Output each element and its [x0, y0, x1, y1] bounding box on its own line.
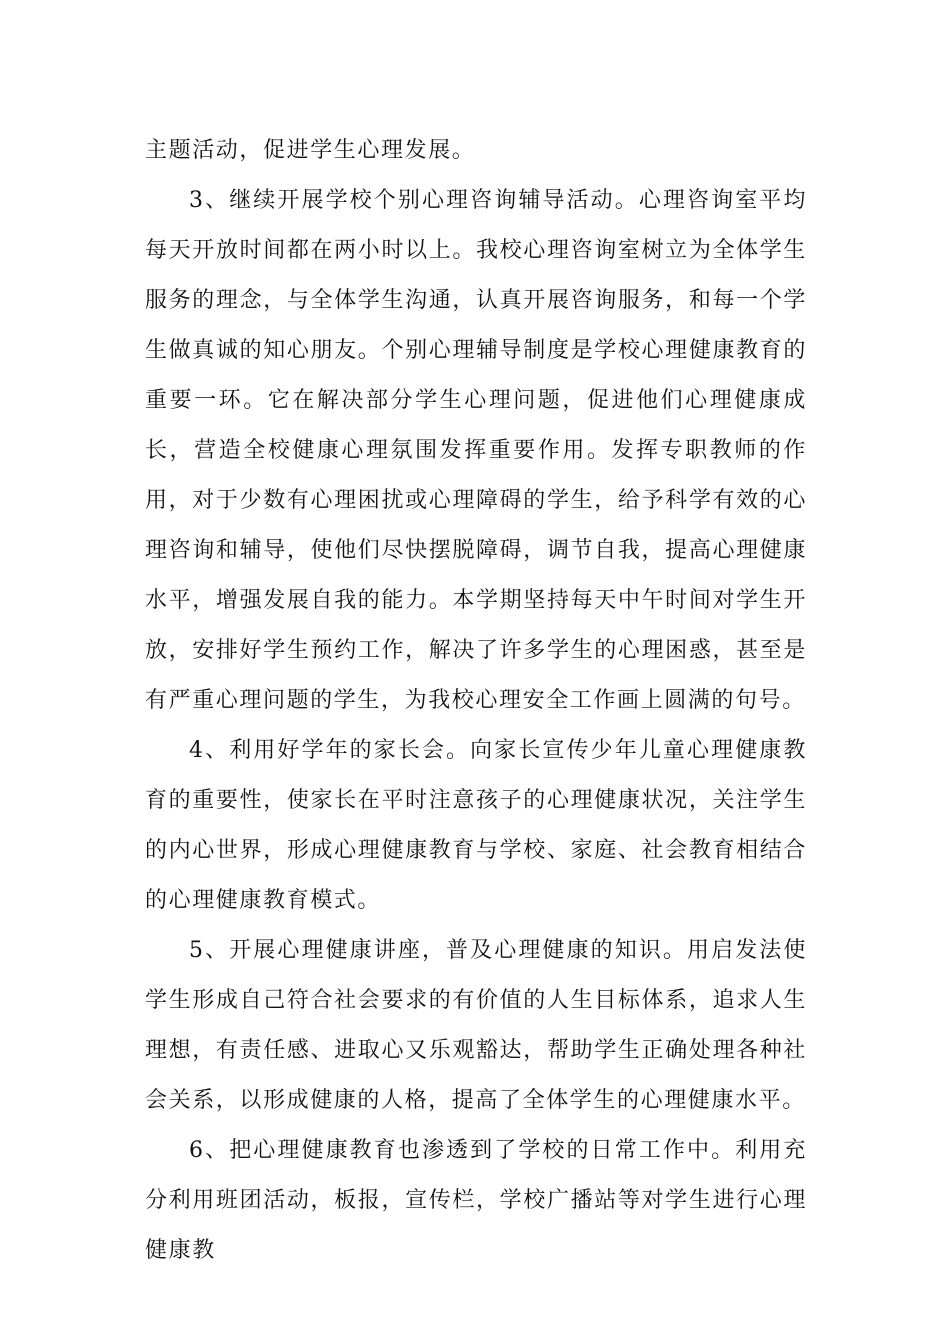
paragraph-item-6: 6、把心理健康教育也渗透到了学校的日常工作中。利用充分利用班团活动，板报，宣传栏，学校广播站等对学生进行心理健康教 [145, 1138, 807, 1263]
paragraph-continuation: 主题活动，促进学生心理发展。 [145, 138, 476, 163]
paragraph-item-5: 5、开展心理健康讲座，普及心理健康的知识。用启发法使学生形成自己符合社会要求的有价值的人生目标体系，追求人生理想，有责任感、进取心又乐观豁达，帮助学生正确处理各种社会关系，以形成健康的人格，提高了全体学生的心理健康水平。 [145, 938, 807, 1113]
document-body [145, 126, 807, 1276]
paragraph-item-4: 4、利用好学年的家长会。向家长宣传少年儿童心理健康教育的重要性，使家长在平时注意孩子的心理健康状况，关注学生的内心世界，形成心理健康教育与学校、家庭、社会教育相结合的心理健康教育模式。 [145, 738, 807, 913]
paragraph-item-3: 3、继续开展学校个别心理咨询辅导活动。心理咨询室平均每天开放时间都在两小时以上。我校心理咨询室树立为全体学生服务的理念，与全体学生沟通，认真开展咨询服务，和每一个学生做真诚的知心朋友。个别心理辅导制度是学校心理健康教育的重要一环。它在解决部分学生心理问题，促进他们心理健康成长，营造全校健康心理氛围发挥重要作用。发挥专职教师的作用，对于少数有心理困扰或心理障碍的学生，给予科学有效的心理咨询和辅导，使他们尽快摆脱障碍，调节自我，提高心理健康水平，增强发展自我的能力。本学期坚持每天中午时间对学生开放，安排好学生预约工作，解决了许多学生的心理困惑，甚至是有严重心理问题的学生，为我校心理安全工作画上圆满的句号。 [145, 188, 807, 713]
